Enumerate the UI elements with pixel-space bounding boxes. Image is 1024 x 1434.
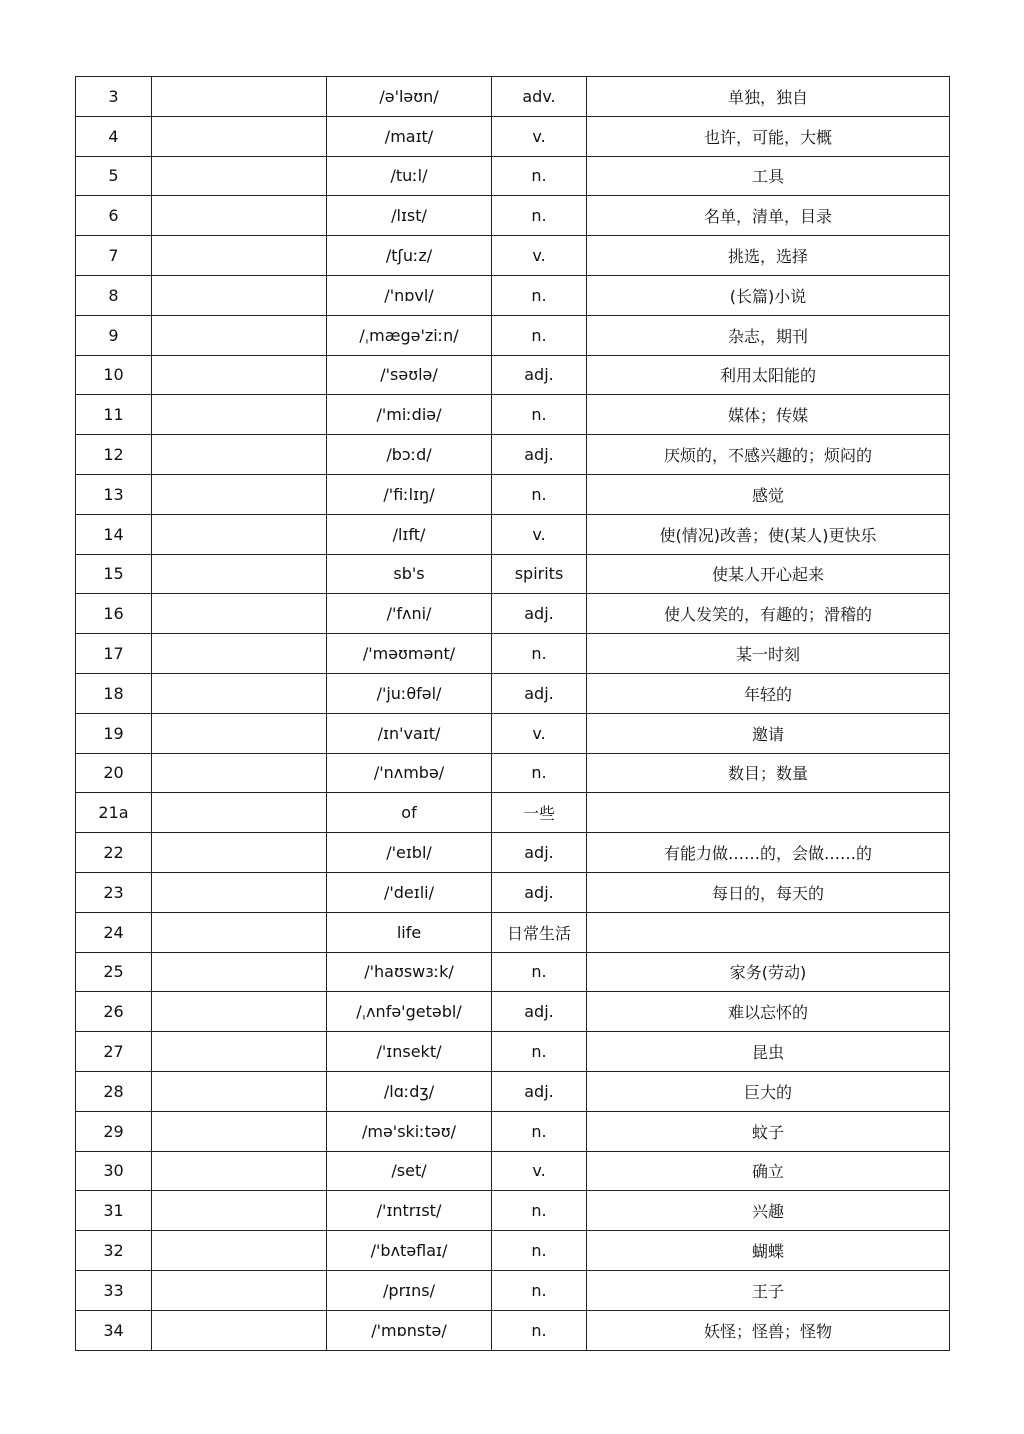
word-cell: [152, 1231, 327, 1271]
table-row: [76, 1032, 950, 1072]
part-of-speech-cell: adj.: [492, 872, 587, 912]
row-number-cell: 26: [76, 992, 152, 1032]
phonetic-cell: /mə'skiːtəʊ/: [327, 1111, 492, 1151]
row-number-cell: 19: [76, 713, 152, 753]
phonetic-cell: /bɔːd/: [327, 435, 492, 475]
table-row: [76, 1071, 950, 1111]
part-of-speech-cell: n.: [492, 1032, 587, 1072]
word-cell: [152, 395, 327, 435]
part-of-speech-cell: v.: [492, 1151, 587, 1191]
meaning-cell: 使(情况)改善；使(某人)更快乐: [587, 514, 950, 554]
phonetic-cell: /lɪft/: [327, 514, 492, 554]
part-of-speech-cell: v.: [492, 713, 587, 753]
row-number-cell: 9: [76, 315, 152, 355]
word-cell: [152, 753, 327, 793]
row-number-cell: 18: [76, 673, 152, 713]
table-row: [76, 872, 950, 912]
part-of-speech-cell: adj.: [492, 992, 587, 1032]
part-of-speech-cell: n.: [492, 753, 587, 793]
word-cell: [152, 833, 327, 873]
row-number-cell: 5: [76, 156, 152, 196]
word-cell: [152, 1071, 327, 1111]
row-number-cell: 20: [76, 753, 152, 793]
word-cell: [152, 952, 327, 992]
word-cell: [152, 1151, 327, 1191]
table-row: [76, 236, 950, 276]
meaning-cell: 有能力做……的，会做……的: [587, 833, 950, 873]
part-of-speech-cell: n.: [492, 1191, 587, 1231]
row-number-cell: 34: [76, 1310, 152, 1350]
word-cell: [152, 1111, 327, 1151]
row-number-cell: 24: [76, 912, 152, 952]
word-cell: [152, 673, 327, 713]
meaning-cell: 王子: [587, 1270, 950, 1310]
part-of-speech-cell: n.: [492, 474, 587, 514]
row-number-cell: 13: [76, 474, 152, 514]
part-of-speech-cell: n.: [492, 1111, 587, 1151]
phonetic-cell: /'fʌni/: [327, 594, 492, 634]
row-number-cell: 21a: [76, 793, 152, 833]
meaning-cell: 名单，清单，目录: [587, 196, 950, 236]
meaning-cell: 妖怪；怪兽；怪物: [587, 1310, 950, 1350]
table-row: [76, 753, 950, 793]
phonetic-cell: /ˌmægə'ziːn/: [327, 315, 492, 355]
part-of-speech-cell: n.: [492, 1310, 587, 1350]
meaning-cell: 使人发笑的，有趣的；滑稽的: [587, 594, 950, 634]
vocabulary-table: [75, 76, 950, 1351]
part-of-speech-cell: n.: [492, 196, 587, 236]
part-of-speech-cell: adj.: [492, 355, 587, 395]
part-of-speech-cell: adj.: [492, 1071, 587, 1111]
table-row: [76, 1151, 950, 1191]
meaning-cell: 巨大的: [587, 1071, 950, 1111]
phonetic-cell: /'nɒvl/: [327, 275, 492, 315]
word-cell: [152, 156, 327, 196]
row-number-cell: 7: [76, 236, 152, 276]
phonetic-cell: of: [327, 793, 492, 833]
part-of-speech-cell: 日常生活: [492, 912, 587, 952]
meaning-cell: 使某人开心起来: [587, 554, 950, 594]
phonetic-cell: /'fiːlɪŋ/: [327, 474, 492, 514]
phonetic-cell: /prɪns/: [327, 1270, 492, 1310]
table-row: [76, 474, 950, 514]
row-number-cell: 6: [76, 196, 152, 236]
phonetic-cell: /lɪst/: [327, 196, 492, 236]
word-cell: [152, 793, 327, 833]
part-of-speech-cell: adj.: [492, 833, 587, 873]
word-cell: [152, 554, 327, 594]
word-cell: [152, 315, 327, 355]
row-number-cell: 22: [76, 833, 152, 873]
table-row: [76, 77, 950, 117]
part-of-speech-cell: adv.: [492, 77, 587, 117]
part-of-speech-cell: v.: [492, 236, 587, 276]
table-row: [76, 554, 950, 594]
part-of-speech-cell: adj.: [492, 594, 587, 634]
meaning-cell: 感觉: [587, 474, 950, 514]
meaning-cell: 某一时刻: [587, 634, 950, 674]
word-cell: [152, 634, 327, 674]
table-row: [76, 634, 950, 674]
word-cell: [152, 713, 327, 753]
meaning-cell: 每日的，每天的: [587, 872, 950, 912]
meaning-cell: 蚊子: [587, 1111, 950, 1151]
word-cell: [152, 355, 327, 395]
row-number-cell: 28: [76, 1071, 152, 1111]
part-of-speech-cell: v.: [492, 116, 587, 156]
meaning-cell: 兴趣: [587, 1191, 950, 1231]
word-cell: [152, 1270, 327, 1310]
table-row: [76, 355, 950, 395]
table-row: [76, 952, 950, 992]
word-cell: [152, 196, 327, 236]
meaning-cell: 厌烦的，不感兴趣的；烦闷的: [587, 435, 950, 475]
phonetic-cell: /ɪn'vaɪt/: [327, 713, 492, 753]
phonetic-cell: sb's: [327, 554, 492, 594]
table-row: [76, 514, 950, 554]
meaning-cell: [587, 912, 950, 952]
phonetic-cell: /'deɪli/: [327, 872, 492, 912]
part-of-speech-cell: n.: [492, 395, 587, 435]
row-number-cell: 29: [76, 1111, 152, 1151]
phonetic-cell: /'eɪbl/: [327, 833, 492, 873]
part-of-speech-cell: n.: [492, 634, 587, 674]
row-number-cell: 15: [76, 554, 152, 594]
table-row: [76, 315, 950, 355]
word-cell: [152, 116, 327, 156]
row-number-cell: 31: [76, 1191, 152, 1231]
part-of-speech-cell: n.: [492, 275, 587, 315]
meaning-cell: 邀请: [587, 713, 950, 753]
table-row: [76, 992, 950, 1032]
part-of-speech-cell: adj.: [492, 673, 587, 713]
row-number-cell: 4: [76, 116, 152, 156]
part-of-speech-cell: 一些: [492, 793, 587, 833]
meaning-cell: 单独，独自: [587, 77, 950, 117]
word-cell: [152, 77, 327, 117]
table-row: [76, 912, 950, 952]
word-cell: [152, 474, 327, 514]
table-row: [76, 1310, 950, 1350]
row-number-cell: 32: [76, 1231, 152, 1271]
word-cell: [152, 275, 327, 315]
row-number-cell: 27: [76, 1032, 152, 1072]
phonetic-cell: life: [327, 912, 492, 952]
phonetic-cell: /'səʊlə/: [327, 355, 492, 395]
row-number-cell: 14: [76, 514, 152, 554]
word-cell: [152, 594, 327, 634]
phonetic-cell: /lɑːdʒ/: [327, 1071, 492, 1111]
word-cell: [152, 872, 327, 912]
row-number-cell: 12: [76, 435, 152, 475]
table-row: [76, 116, 950, 156]
phonetic-cell: /tʃuːz/: [327, 236, 492, 276]
row-number-cell: 8: [76, 275, 152, 315]
row-number-cell: 33: [76, 1270, 152, 1310]
part-of-speech-cell: n.: [492, 315, 587, 355]
phonetic-cell: /'haʊswɜːk/: [327, 952, 492, 992]
row-number-cell: 11: [76, 395, 152, 435]
phonetic-cell: /maɪt/: [327, 116, 492, 156]
meaning-cell: 也许，可能，大概: [587, 116, 950, 156]
table-row: [76, 1191, 950, 1231]
phonetic-cell: /'juːθfəl/: [327, 673, 492, 713]
row-number-cell: 23: [76, 872, 152, 912]
vocabulary-table-body: [76, 77, 950, 1351]
phonetic-cell: /set/: [327, 1151, 492, 1191]
meaning-cell: 数目；数量: [587, 753, 950, 793]
table-row: [76, 594, 950, 634]
row-number-cell: 3: [76, 77, 152, 117]
word-cell: [152, 1191, 327, 1231]
phonetic-cell: /'bʌtəflaɪ/: [327, 1231, 492, 1271]
word-cell: [152, 992, 327, 1032]
part-of-speech-cell: n.: [492, 1270, 587, 1310]
phonetic-cell: /ˌʌnfə'getəbl/: [327, 992, 492, 1032]
meaning-cell: 媒体；传媒: [587, 395, 950, 435]
phonetic-cell: /tuːl/: [327, 156, 492, 196]
table-row: [76, 156, 950, 196]
meaning-cell: 确立: [587, 1151, 950, 1191]
word-cell: [152, 1310, 327, 1350]
word-cell: [152, 236, 327, 276]
meaning-cell: 杂志，期刊: [587, 315, 950, 355]
phonetic-cell: /'ɪnsekt/: [327, 1032, 492, 1072]
table-row: [76, 395, 950, 435]
table-row: [76, 196, 950, 236]
phonetic-cell: /'mɒnstə/: [327, 1310, 492, 1350]
part-of-speech-cell: n.: [492, 1231, 587, 1271]
meaning-cell: 家务(劳动): [587, 952, 950, 992]
phonetic-cell: /'miːdiə/: [327, 395, 492, 435]
word-cell: [152, 912, 327, 952]
part-of-speech-cell: v.: [492, 514, 587, 554]
table-row: [76, 673, 950, 713]
phonetic-cell: /'məʊmənt/: [327, 634, 492, 674]
table-row: [76, 435, 950, 475]
part-of-speech-cell: spirits: [492, 554, 587, 594]
row-number-cell: 16: [76, 594, 152, 634]
table-row: [76, 275, 950, 315]
word-cell: [152, 1032, 327, 1072]
row-number-cell: 30: [76, 1151, 152, 1191]
row-number-cell: 25: [76, 952, 152, 992]
part-of-speech-cell: adj.: [492, 435, 587, 475]
table-row: [76, 793, 950, 833]
table-row: [76, 1270, 950, 1310]
meaning-cell: 工具: [587, 156, 950, 196]
row-number-cell: 17: [76, 634, 152, 674]
phonetic-cell: /ə'ləʊn/: [327, 77, 492, 117]
phonetic-cell: /'ɪntrɪst/: [327, 1191, 492, 1231]
meaning-cell: 难以忘怀的: [587, 992, 950, 1032]
word-cell: [152, 514, 327, 554]
table-row: [76, 713, 950, 753]
meaning-cell: (长篇)小说: [587, 275, 950, 315]
meaning-cell: 年轻的: [587, 673, 950, 713]
table-row: [76, 833, 950, 873]
word-cell: [152, 435, 327, 475]
meaning-cell: 挑选，选择: [587, 236, 950, 276]
row-number-cell: 10: [76, 355, 152, 395]
table-row: [76, 1231, 950, 1271]
meaning-cell: 利用太阳能的: [587, 355, 950, 395]
part-of-speech-cell: n.: [492, 156, 587, 196]
meaning-cell: [587, 793, 950, 833]
phonetic-cell: /'nʌmbə/: [327, 753, 492, 793]
meaning-cell: 蝴蝶: [587, 1231, 950, 1271]
part-of-speech-cell: n.: [492, 952, 587, 992]
meaning-cell: 昆虫: [587, 1032, 950, 1072]
table-row: [76, 1111, 950, 1151]
